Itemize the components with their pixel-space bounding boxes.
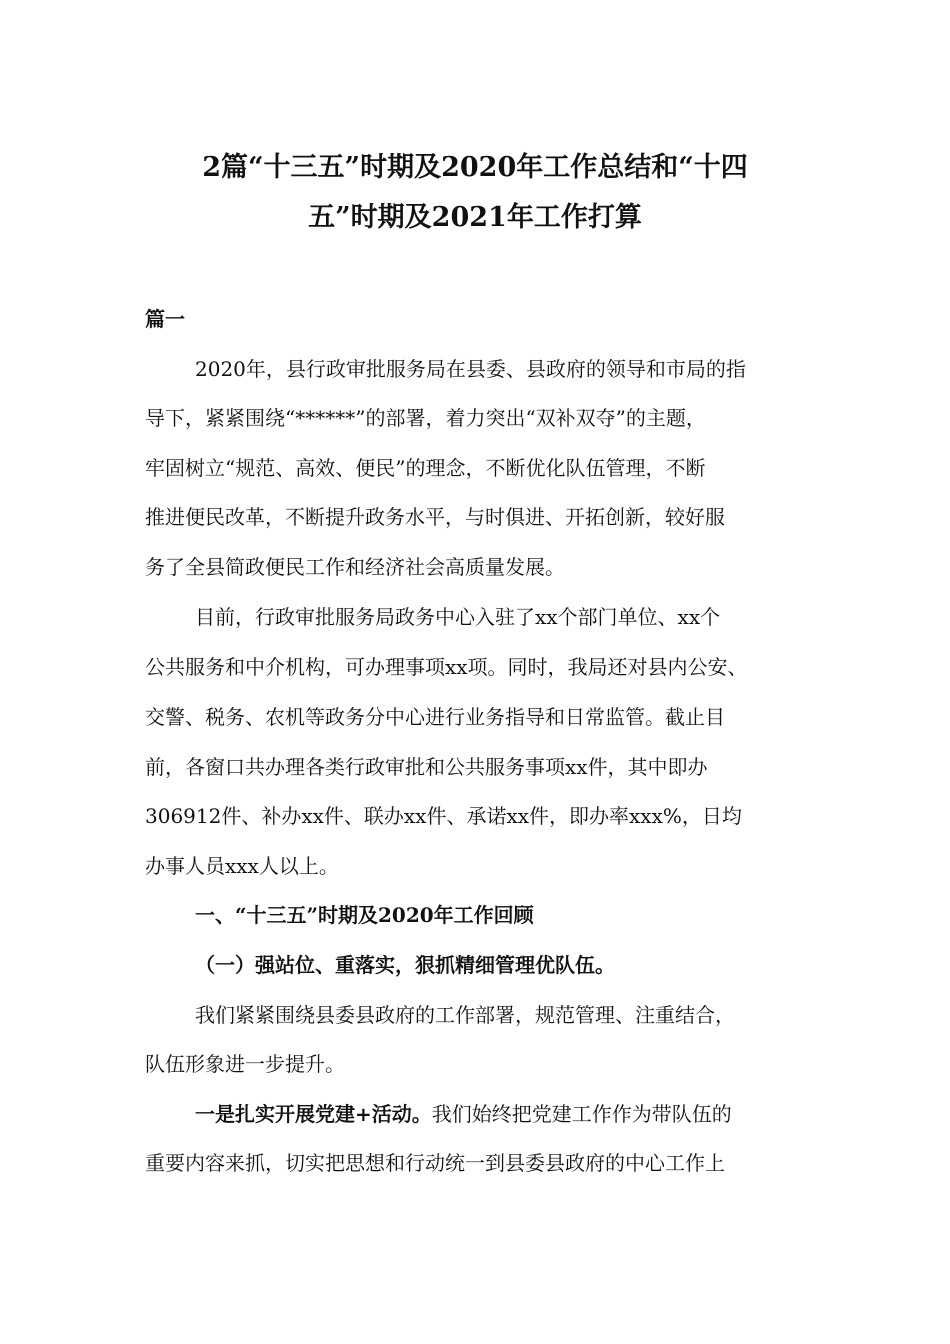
paragraph-2-line-5: 306912件、补办xx件、联办xx件、承诺xx件，即办率xxx%，日均 bbox=[145, 804, 742, 828]
section-label: 篇一 bbox=[145, 307, 185, 331]
document-title-line-2: 五”时期及2021年工作打算 bbox=[308, 202, 642, 233]
document-title-line-1: 2篇“十三五”时期及2020年工作总结和“十四 bbox=[202, 152, 748, 183]
paragraph-2-line-4: 前，各窗口共办理各类行政审批和公共服务事项xx件，其中即办 bbox=[145, 755, 708, 779]
paragraph-1-line-1: 2020年，县行政审批服务局在县委、县政府的领导和市局的指 bbox=[195, 357, 746, 381]
paragraph-3-line-1: 我们紧紧围绕县委县政府的工作部署，规范管理、注重结合， bbox=[195, 1003, 735, 1027]
paragraph-1-line-4: 推进便民改革，不断提升政务水平，与时俱进、开拓创新，较好服 bbox=[145, 505, 725, 529]
paragraph-4-line-1 bbox=[195, 1101, 732, 1127]
paragraph-1-line-5: 务了全县简政便民工作和经济社会高质量发展。 bbox=[145, 555, 565, 579]
heading-2: （一）强站位、重落实，狠抓精细管理优队伍。 bbox=[195, 953, 615, 977]
paragraph-4-line-2: 重要内容来抓，切实把思想和行动统一到县委县政府的中心工作上 bbox=[145, 1151, 725, 1175]
paragraph-4-bold-lead: 一是扎实开展党建+活动。 bbox=[195, 1102, 432, 1126]
paragraph-3-line-2: 队伍形象进一步提升。 bbox=[145, 1052, 345, 1076]
paragraph-1-line-2: 导下，紧紧围绕“******”的部署，着力突出“双补双夺”的主题， bbox=[145, 406, 706, 430]
paragraph-2-line-1: 目前，行政审批服务局政务中心入驻了xx个部门单位、xx个 bbox=[195, 605, 721, 629]
paragraph-1-line-3: 牢固树立“规范、高效、便民”的理念，不断优化队伍管理，不断 bbox=[145, 456, 706, 480]
paragraph-2-line-2: 公共服务和中介机构，可办理事项xx项。同时，我局还对县内公安、 bbox=[145, 655, 748, 679]
paragraph-2-line-3: 交警、税务、农机等政务分中心进行业务指导和日常监管。截止目 bbox=[145, 705, 725, 729]
paragraph-2-line-6: 办事人员xxx人以上。 bbox=[145, 854, 339, 878]
heading-1: 一、“十三五”时期及2020年工作回顾 bbox=[195, 903, 534, 927]
paragraph-4-line-1-rest: 我们始终把党建工作作为带队伍的 bbox=[431, 1102, 732, 1126]
